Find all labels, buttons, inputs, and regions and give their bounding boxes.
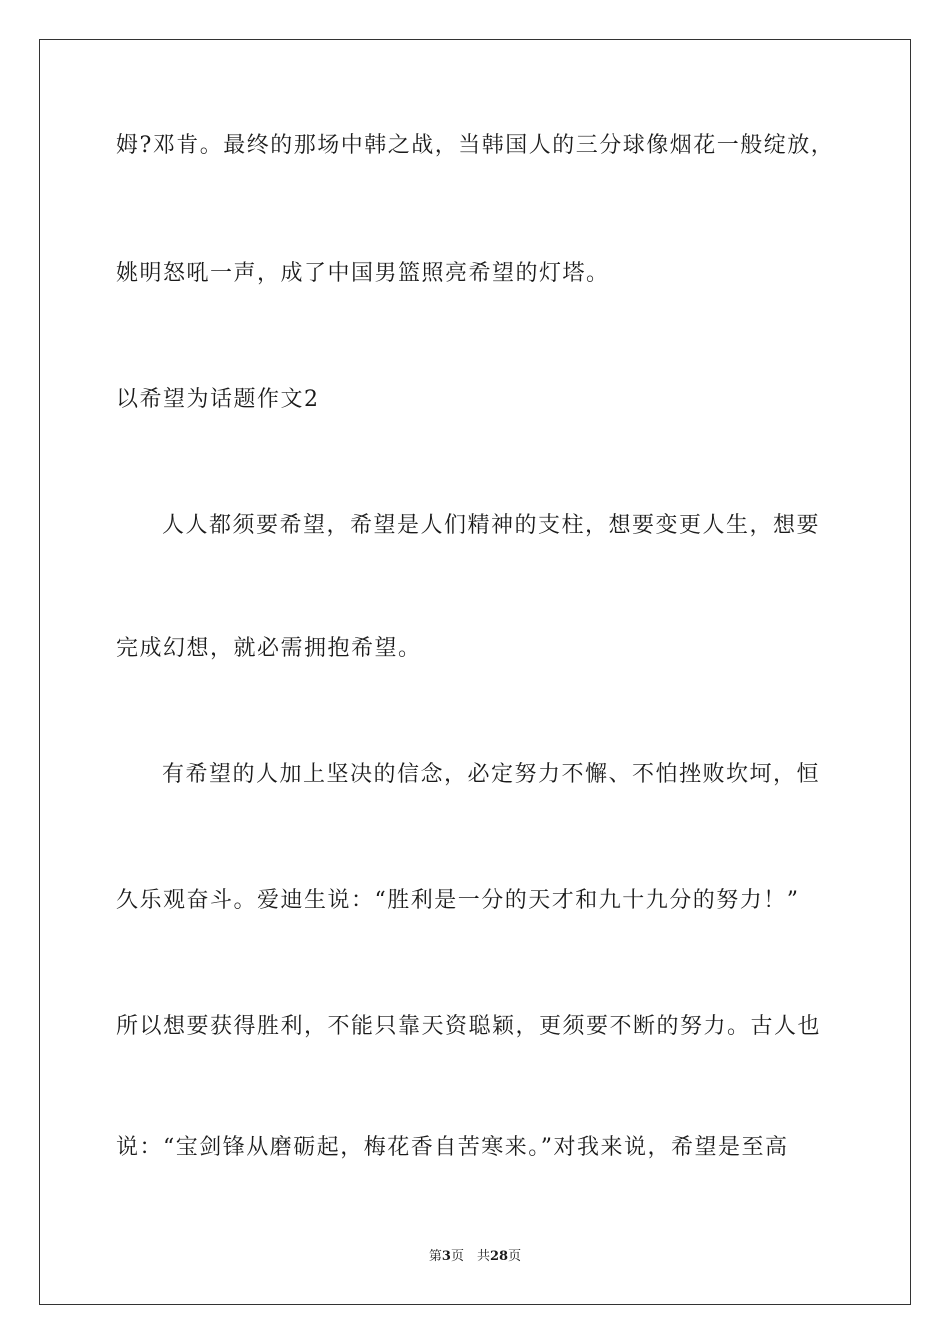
text-line: 完成幻想，就必需拥抱希望。 xyxy=(116,636,422,661)
current-page-number: 3 xyxy=(441,1249,451,1264)
page-suffix: 页 xyxy=(508,1249,522,1264)
total-page-count: 28 xyxy=(489,1249,509,1264)
page-separator: 页 共 xyxy=(450,1249,490,1264)
page-number-footer xyxy=(0,1248,950,1266)
text-line: 说：“宝剑锋从磨砺起，梅花香自苦寒来。”对我来说，希望是至高 xyxy=(116,1135,789,1160)
paragraph-first-line: 人人都须要希望，希望是人们精神的支柱，想要变更人生，想要 xyxy=(162,513,821,538)
text-line: 久乐观奋斗。爱迪生说：“胜利是一分的天才和九十九分的努力！” xyxy=(116,888,800,913)
page-border xyxy=(39,39,911,1305)
section-heading: 以希望为话题作文2 xyxy=(116,387,320,412)
paragraph-first-line: 有希望的人加上坚决的信念，必定努力不懈、不怕挫败坎坷，恒 xyxy=(162,762,821,787)
text-line: 姆?邓肯。最终的那场中韩之战，当韩国人的三分球像烟花一般绽放， xyxy=(116,133,835,158)
text-line: 所以想要获得胜利，不能只靠天资聪颖，更须要不断的努力。古人也 xyxy=(116,1014,822,1039)
page-prefix: 第 xyxy=(428,1249,442,1264)
text-line: 姚明怒吼一声，成了中国男篮照亮希望的灯塔。 xyxy=(116,261,610,286)
